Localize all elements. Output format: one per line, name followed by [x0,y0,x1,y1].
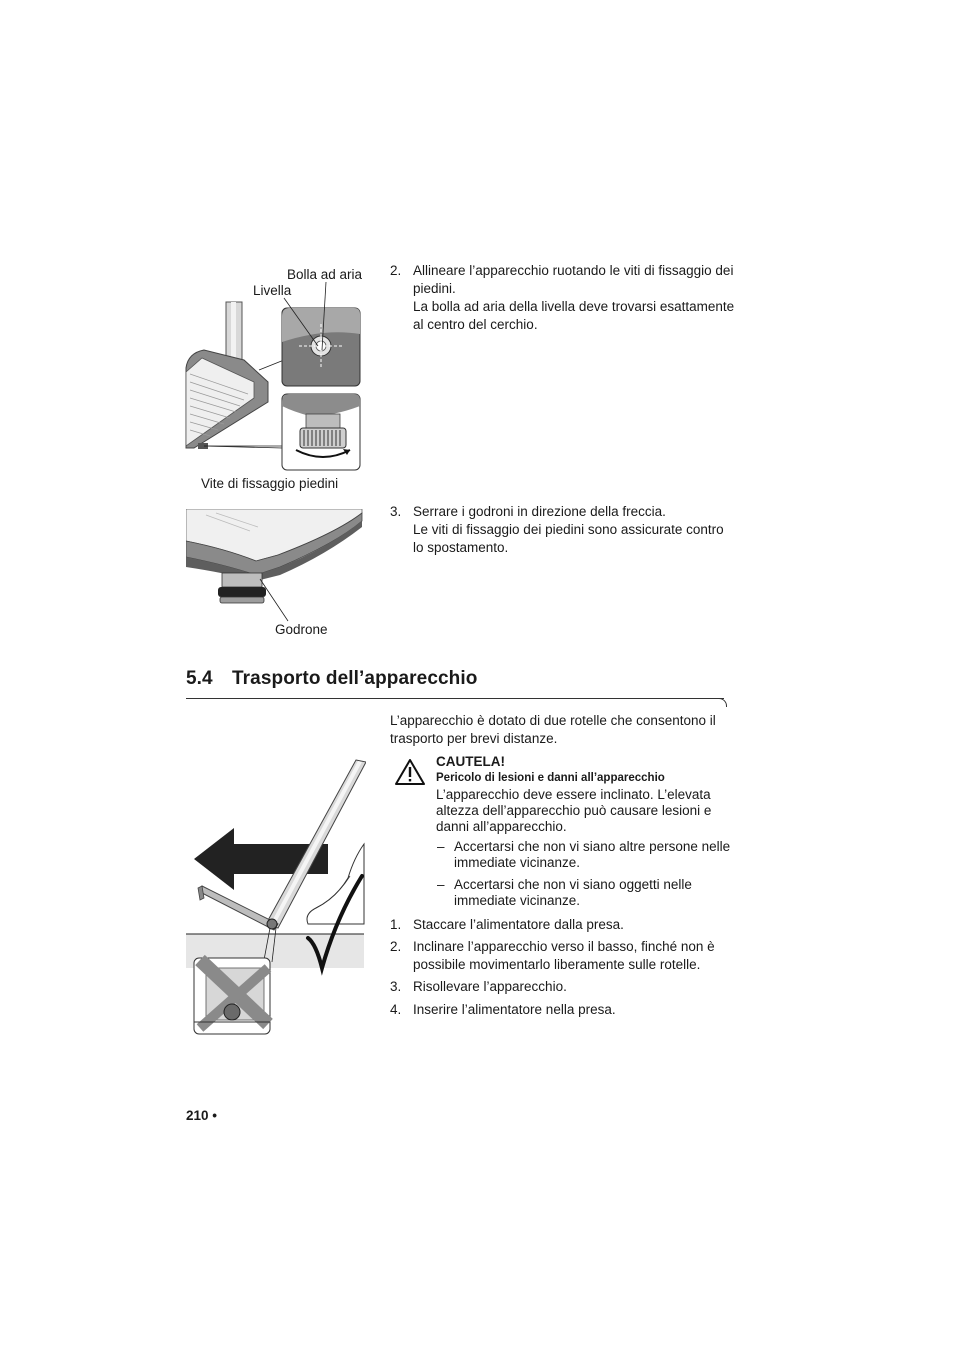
step-text: Inclinare l’apparecchio verso il basso, finché non è possibile movimentarlo liberamente sulle rotelle. [413,939,715,972]
page-number: 210 • [186,1108,218,1123]
step-text: Serrare i godroni in direzione della freccia. [413,504,666,519]
step-2-align [390,262,735,334]
step-result: Le viti di fissaggio dei piedini sono assicurate contro lo spostamento. [413,522,724,555]
caution-title: CAUTELA! [436,754,505,769]
section-heading [186,668,477,690]
section-intro: L’apparecchio è dotato di due rotelle che consentono il trasporto per brevi distanze. [390,713,716,746]
step-text: Allineare l’apparecchio ruotando le viti di fissaggio dei piedini. [413,263,734,296]
step-text: Staccare l’alimentatore dalla presa. [413,917,624,932]
transport-step-2 [390,938,735,974]
section-number: 5.4 [186,668,213,689]
figure-foot-knurl-illustration [186,509,366,629]
transport-step-3 [390,978,735,996]
dash-marker: – [437,839,445,854]
step-number: 2. [390,939,402,954]
caution-text: L’apparecchio deve essere inclinato. L’elevata altezza dell’apparecchio può causare lesioni e danni all’apparecchio. [436,787,712,834]
label-bolla-ad-aria: Bolla ad aria [287,267,363,282]
label-livella: Livella [253,283,292,298]
step-number: 3. [390,979,402,994]
bullet-text: Accertarsi che non vi siano altre persone nelle immediate vicinanze. [454,839,731,870]
warning-triangle-icon [394,758,426,786]
section-rule-hook [718,698,727,707]
label-godrone: Godrone [275,622,328,637]
step-3-tighten [390,503,735,557]
step-text: Risollevare l’apparecchio. [413,979,567,994]
caution-subtitle: Pericolo di lesioni e danni all’apparecchio [436,772,665,784]
transport-step-1 [390,916,735,934]
step-number: 1. [390,917,402,932]
transport-step-4 [390,1001,735,1019]
step-text: Inserire l’alimentatore nella presa. [413,1002,616,1017]
step-number: 3. [390,504,402,519]
caution-bullet [437,877,737,909]
bullet-text: Accertarsi che non vi siano oggetti nelle immediate vicinanze. [454,877,692,908]
step-number: 2. [390,263,402,278]
step-result: La bolla ad aria della livella deve trovarsi esattamente al centro del cerchio. [413,299,735,332]
step-number: 4. [390,1002,402,1017]
label-vite-fissaggio: Vite di fissaggio piedini [201,476,339,491]
dash-marker: – [437,877,445,892]
caution-bullet [437,839,737,871]
section-rule [186,698,724,699]
section-title: Trasporto dell’apparecchio [232,668,478,689]
figure-transport-illustration [186,758,366,1038]
